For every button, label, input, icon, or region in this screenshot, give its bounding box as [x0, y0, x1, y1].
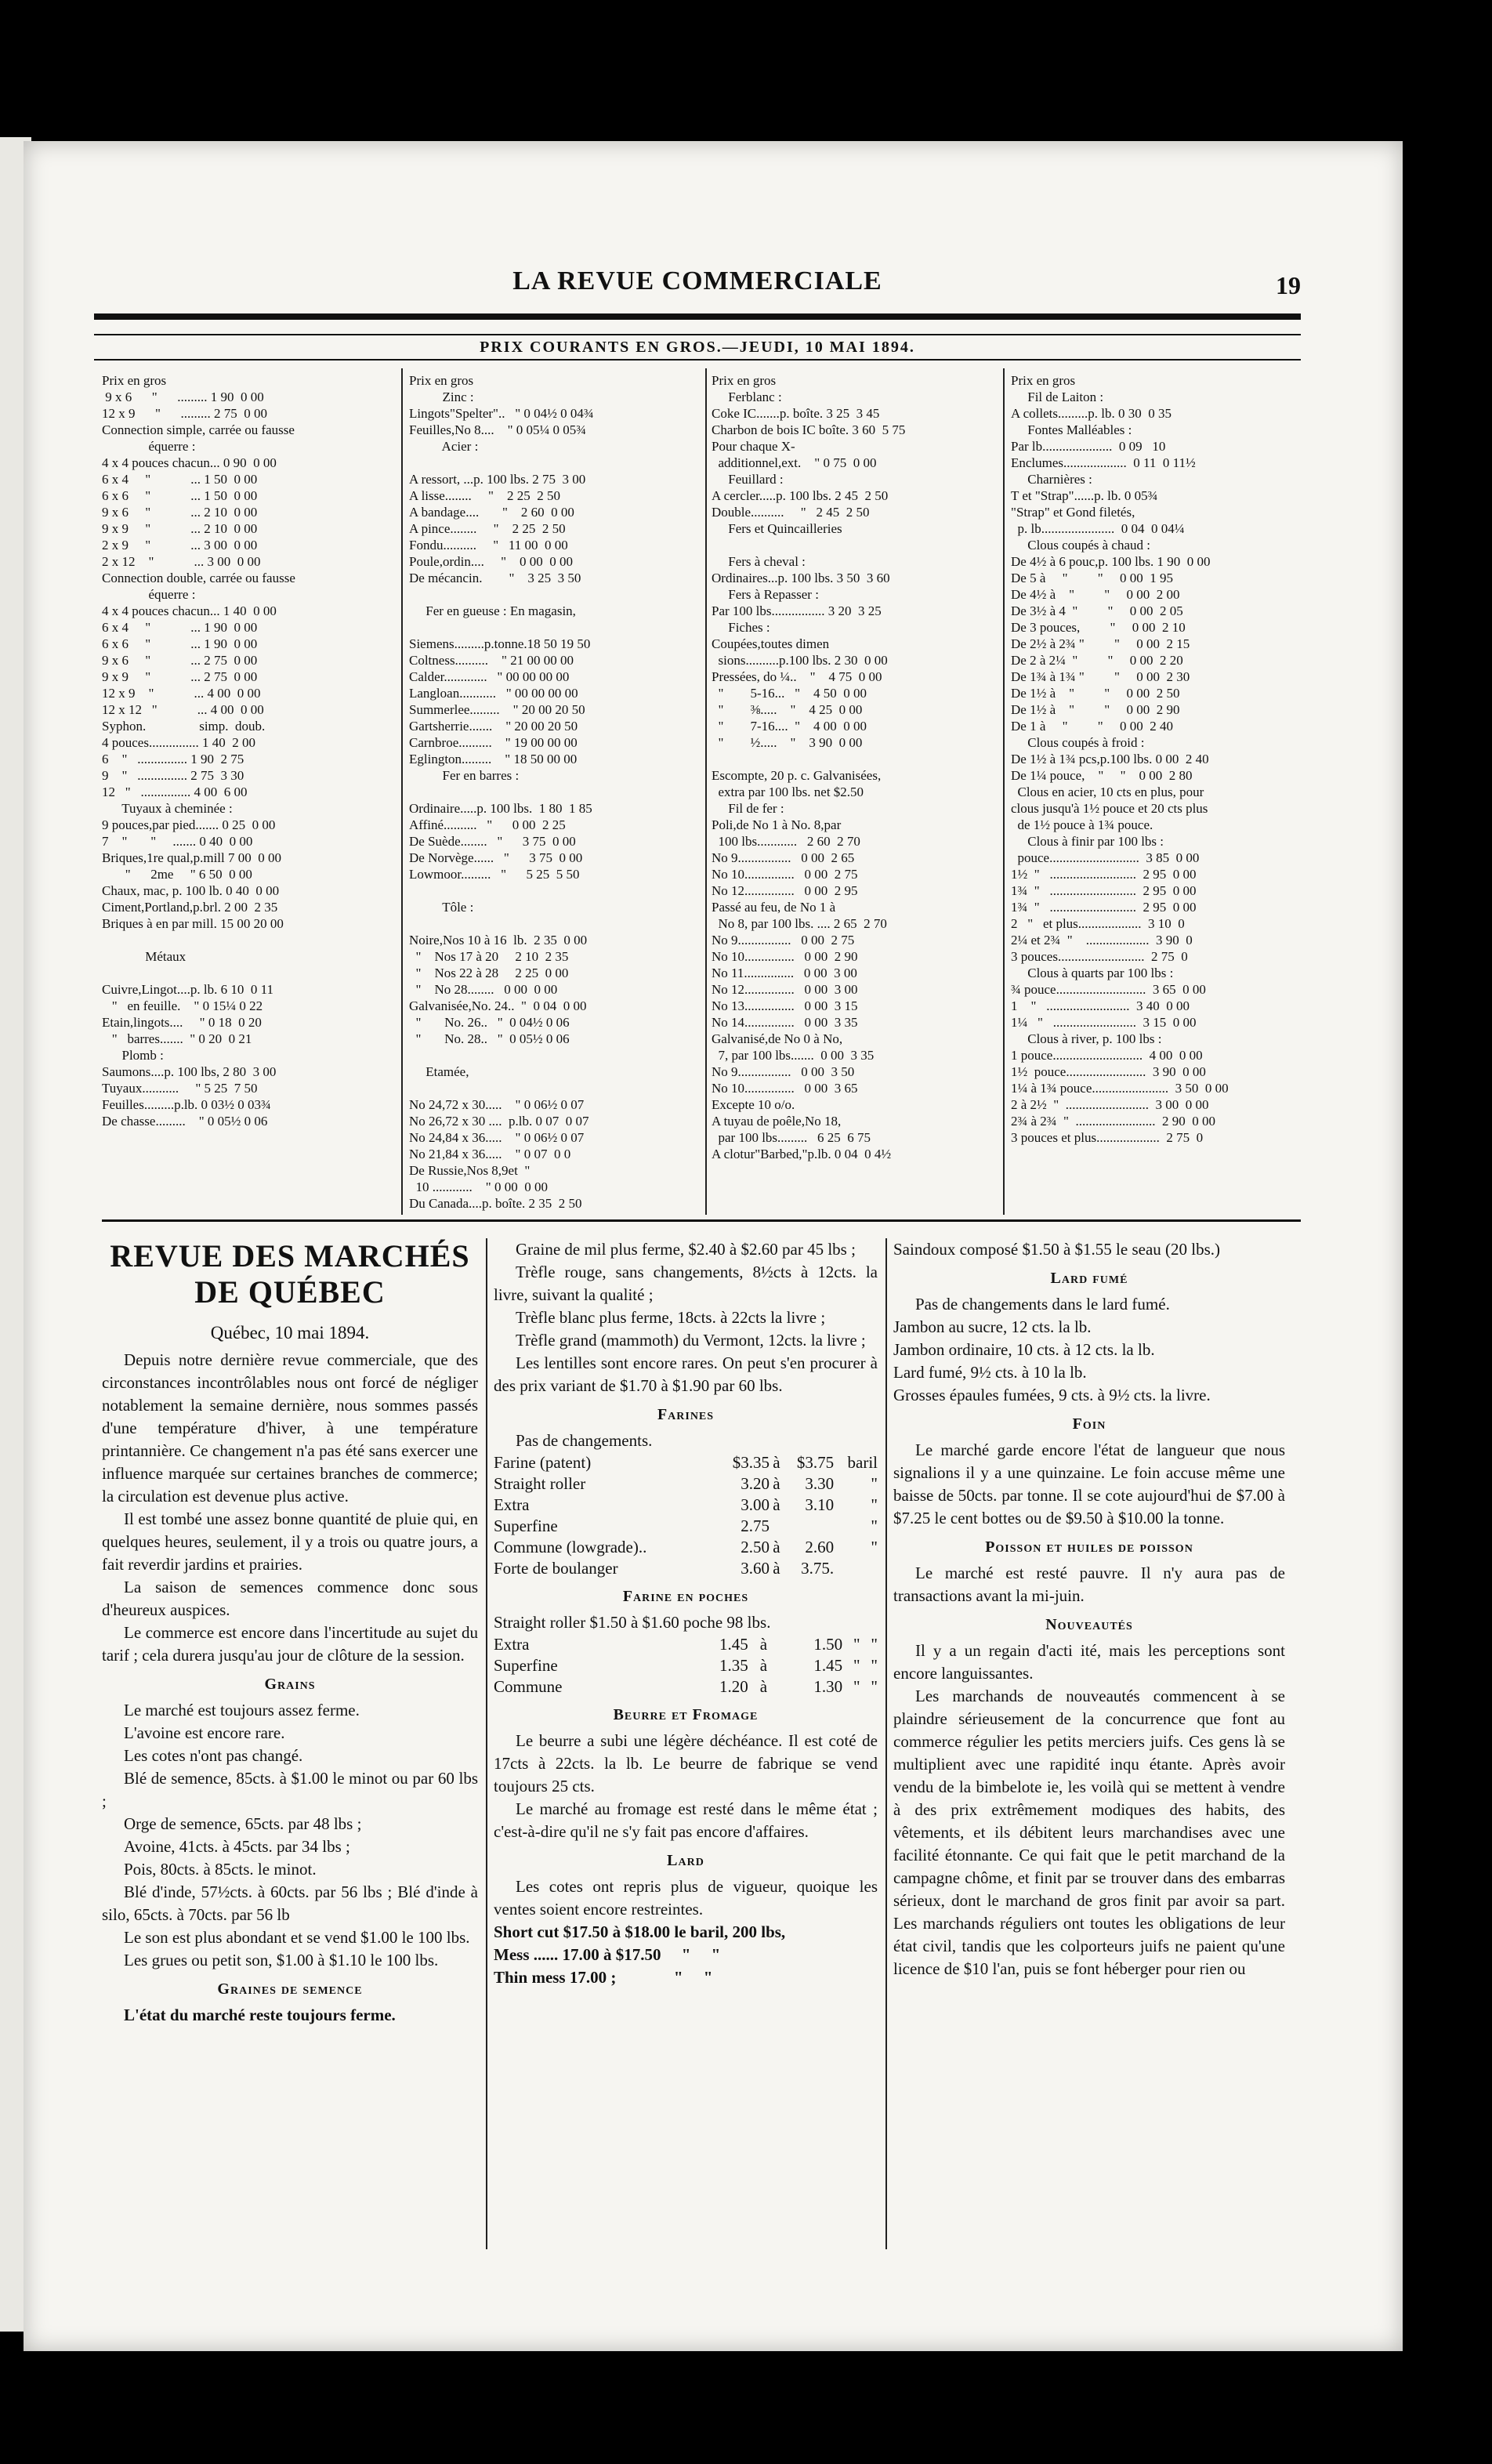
- paragraph: Les lentilles sont encore rares. On peut s'en procurer à des prix variant de $1.70 à $1.90 par 60 lbs.: [494, 1353, 878, 1395]
- header-rule: [94, 313, 1301, 320]
- column-divider: [401, 368, 403, 1215]
- table-cell: Extra: [494, 1495, 530, 1514]
- table-row: Superfine 1.35 à 1.45 " ": [494, 1656, 878, 1675]
- table-cell: 2.50: [741, 1538, 770, 1556]
- paragraph: Jambon au sucre, 12 cts. la lb.: [893, 1317, 1092, 1336]
- column-divider: [486, 1238, 487, 2249]
- table-cell: Superfine: [494, 1656, 558, 1675]
- table-row: Farine (patent) $3.35 à $3.75 baril: [494, 1453, 878, 1472]
- paragraph: Le beurre a subi une légère déchéance. Il est coté de 17cts à 22cts. la lb. Le beurre de fabrique se vend toujours 25 cts.: [494, 1731, 878, 1795]
- section-heading-lard-fume: Lard fumé: [1050, 1270, 1128, 1287]
- paragraph: Les marchands de nouveautés commencent à se plaindre sérieusement de la concurrence que font au commerce régulier les petits merciers juifs. Ces gens là se multiplient avec une rapidité inqu étante. Après avoir vendu de la bimbelote ie, les voilà qui se mettent à vendre à des prix extrêmement modiques des habits, des vêtements, et ils débitent leurs marchandises avec une facilité étonnante. Ce qui fait que le petit marchand de la campagne chôme, et finit par se trouver dans des embarras sérieux, dont le marchand de gros finit par avoir sa part. Les marchands réguliers ont toutes les obligations de leur état civil, tandis que les colporteurs juifs ne paient qu'une licence de $10 l'an, puis se font héberger pour rien ou: [893, 1687, 1285, 1978]
- paragraph: Blé de semence, 85cts. à $1.00 le minot ou par 60 lbs ;: [102, 1769, 478, 1810]
- table-cell: 1.35: [719, 1656, 748, 1675]
- table-cell: Forte de boulanger: [494, 1559, 618, 1578]
- paragraph: Blé d'inde, 57½cts. à 60cts. par 56 lbs ; Blé d'inde à silo, 65cts. à 70cts. par 56 lb: [102, 1882, 478, 1924]
- table-row: Straight roller 3.20 à 3.30 ": [494, 1474, 878, 1493]
- subtitle-bottom-rule: [94, 359, 1301, 361]
- paragraph: Trèfle blanc plus ferme, 18cts. à 22cts la livre ;: [516, 1308, 826, 1327]
- paragraph: Le son est plus abondant et se vend $1.00 le 100 lbs.: [124, 1928, 470, 1947]
- section-heading-foin: Foin: [1072, 1415, 1106, 1433]
- table-cell: 2.75: [741, 1516, 770, 1535]
- page-number: 19: [1276, 271, 1301, 299]
- table-cell: $3.35: [732, 1453, 770, 1472]
- paragraph: Trèfle rouge, sans changements, 8½cts à 12cts. la livre, suivant la qualité ;: [494, 1263, 878, 1304]
- paragraph: Les grues ou petit son, $1.00 à $1.10 le 100 lbs.: [124, 1951, 439, 1969]
- table-cell: 1.20: [719, 1677, 748, 1696]
- paragraph: Le marché au fromage est resté dans le même état ; c'est-à-dire qu'il ne s'y fait pas encore d'affaires.: [494, 1799, 878, 1841]
- table-cell: 3.30: [805, 1474, 835, 1493]
- market-review-column-2: [494, 1238, 878, 2249]
- paragraph: L'état du marché reste toujours ferme.: [124, 2006, 396, 2024]
- paragraph: Pas de changements dans le lard fumé.: [915, 1295, 1170, 1314]
- paragraph: Depuis notre dernière revue commerciale, que des circonstances incontrôlables nous ont forcé de négliger notablement la semaine dernière, nous sommes passés d'une température d'hiver, à une température printannière. Ce changement n'a pas été sans exercer une influence marquée sur certaines branches de commerce; la circulation est devenue plus active.: [102, 1350, 478, 1506]
- table-cell: ": [871, 1538, 878, 1556]
- paragraph: Straight roller $1.50 à $1.60 poche 98 lbs.: [494, 1613, 771, 1632]
- paragraph: Il y a un regain d'acti ité, mais les perceptions sont encore languissantes.: [893, 1641, 1285, 1683]
- table-cell: Commune (lowgrade)..: [494, 1538, 647, 1556]
- table-cell: baril: [847, 1453, 878, 1472]
- price-list-subtitle: PRIX COURANTS EN GROS.—JEUDI, 10 MAI 1894.: [480, 339, 915, 356]
- table-row: Commune (lowgrade).. 2.50 à 2.60 ": [494, 1538, 878, 1556]
- section-heading-grains: Grains: [264, 1676, 316, 1693]
- dateline: Québec, 10 mai 1894.: [210, 1323, 370, 1343]
- paragraph: Le marché garde encore l'état de langueur que nous signalions il y a une quinzaine. Le foin accuse même une baisse de 50cts. par tonne. Il se cote aujourd'hui de $7.00 à $7.25 le cent bottes ou de $9.50 à $10.00 la tonne.: [893, 1440, 1285, 1527]
- table-cell: ": [871, 1474, 878, 1493]
- paragraph: Les cotes ont repris plus de vigueur, quoique les ventes soient encore restreintes.: [494, 1877, 878, 1919]
- section-heading-lard: Lard: [667, 1852, 704, 1869]
- paragraph: Le commerce est encore dans l'incertitude au sujet du tarif ; cela durera jusqu'au jour de clôture de la session.: [102, 1623, 478, 1665]
- subtitle-top-rule: [94, 334, 1301, 335]
- table-cell: Farine (patent): [494, 1453, 592, 1472]
- table-cell: 1.50: [813, 1635, 843, 1654]
- table-cell: Commune: [494, 1677, 563, 1696]
- paragraph: Les cotes n'ont pas changé.: [124, 1746, 303, 1765]
- table-cell: 3.10: [805, 1495, 835, 1514]
- table-row: Extra 3.00 à 3.10 ": [494, 1495, 878, 1514]
- paragraph: Short cut $17.50 à $18.00 le baril, 200 lbs,: [494, 1922, 786, 1941]
- paragraph: Graine de mil plus ferme, $2.40 à $2.60 par 45 lbs ;: [516, 1240, 856, 1259]
- column-divider: [885, 1238, 887, 2249]
- price-column-2: Prix en gros Zinc : Lingots"Spelter".. " 0 04½ 0 04¾ Feuilles,No 8.... " 0 05¼ 0 05¾ Acier : A ressort, ...p. 100 lbs. 2 75 3 00 A lisse........ " 2 25 2 50 A bandage.... " 2 60 0 00 A pince........ " 2 25 2 50 Fondu.......... " 11 00 0 00 Poule,ordin.... " 0 00 0 00 De mécancin. " 3 25 3 50 Fer en gueuse : En magasin, Siemens.........p.tonne.18 50 19 50 Coltness.......... " 21 00 00 00 Calder............. " 00 00 00 00 Langloan........... " 00 00 00 00 Summerlee......... " 20 00 20 50 Gartsherrie....... " 20 00 20 50 Carnbroe.......... " 19 00 00 00 Eglington......... " 18 50 00 00 Fer en barres : Ordinaire.....p. 100 lbs. 1 80 1 85 Affiné.......... " 0 00 2 25 De Suède........ " 3 75 0 00 De Norvège...... " 3 75 0 00 Lowmoor......... " 5 25 5 50 Tôle : Noire,Nos 10 à 16 lb. 2 35 0 00 " Nos 17 à 20 2 10 2 35 " Nos 22 à 28 2 25 0 00 " No 28........ 0 00 0 00 Galvanisée,No. 24.. " 0 04 0 00 " No. 26.. " 0 04½ 0 06 " No. 28.. " 0 05½ 0 06 Etamée, No 24,72 x 30..... " 0 06½ 0 07 No 26,72 x 30 .... p.lb. 0 07 0 07 No 24,84 x 36..... " 0 06½ 0 07 No 21,84 x 36..... " 0 07 0 0 De Russie,Nos 8,9et " 10 ............ " 0 00 0 00 Du Canada....p. boîte. 2 35 2 50: [409, 373, 594, 1211]
- table-cell: ": [871, 1516, 878, 1535]
- flour-bag-table: [494, 1634, 878, 1698]
- table-row: Commune 1.20 à 1.30 " ": [494, 1677, 878, 1696]
- table-row: [494, 1516, 878, 1537]
- table-cell: [780, 1516, 835, 1537]
- paragraph: L'avoine est encore rare.: [124, 1723, 285, 1742]
- paragraph: Pois, 80cts. à 85cts. le minot.: [124, 1860, 317, 1879]
- table-cell: Superfine: [494, 1516, 558, 1535]
- paragraph: Orge de semence, 65cts. par 48 lbs ;: [124, 1814, 362, 1833]
- table-cell: 1.30: [813, 1677, 843, 1696]
- column-divider: [705, 368, 707, 1215]
- paragraph: La saison de semences commence donc sous d'heureux auspices.: [102, 1578, 478, 1619]
- price-column-4: Prix en gros Fil de Laiton : A collets.........p. lb. 0 30 0 35 Fontes Malléables : Par lb..................... 0 09 10 Enclumes................... 0 11 0 11½ Charnières : T et "Strap"......p. lb. 0 05¾ "Strap" et Gond filetés, p. lb...................... 0 04 0 04¼ Clous coupés à chaud : De 4½ à 6 pouc,p. 100 lbs. 1 90 0 00 De 5 à " " 0 00 1 95 De 4½ à " " 0 00 2 00 De 3½ à 4 " " 0 00 2 05 De 3 pouces, " 0 00 2 10 De 2½ à 2¾ " " 0 00 2 15 De 2 à 2¼ " " 0 00 2 20 De 1¾ à 1¾ " " 0 00 2 30 De 1½ à " " 0 00 2 50 De 1½ à " " 0 00 2 90 De 1 à " " 0 00 2 40 Clous coupés à froid : De 1½ à 1¾ pcs,p.100 lbs. 0 00 2 40 De 1¼ pouce, " " 0 00 2 80 Clous en acier, 10 cts en plus, pour clous jusqu'à 1½ pouce et 20 cts plus de 1½ pouce à 1¾ pouce. Clous à finir par 100 lbs : pouce........................... 3 85 0 00 1½ " .......................... 2 95 0 00 1¾ " .......................... 2 95 0 00 1¾ " .......................... 2 95 0 00 2 " et plus................... 3 10 0 2¼ et 2¾ " ................... 3 90 0 3 pouces.......................... 2 75 0 Clous à quarts par 100 lbs : ¾ pouce........................... 3 65 0 00 1 " ......................... 3 40 0 00 1¼ " ......................... 3 15 0 00 Clous à river, p. 100 lbs : 1 pouce........................... 4 00 0 00 1½ pouce........................ 3 90 0 00 1¼ à 1¾ pouce....................... 3 50 0 00 2 à 2½ " ......................... 3 00 0 00 2¾ à 2¾ " ........................ 2 90 0 00 3 pouces et plus................... 2 75 0: [1011, 373, 1229, 1145]
- market-review-title: REVUE DES MARCHÉS DE QUÉBEC: [110, 1238, 470, 1310]
- section-heading-farines: Farines: [657, 1406, 715, 1423]
- paragraph: Jambon ordinaire, 10 cts. à 12 cts. la lb.: [893, 1340, 1155, 1359]
- table-cell: $3.75: [796, 1453, 835, 1472]
- table-cell: 3.60: [741, 1559, 770, 1578]
- table-cell: 1.45: [719, 1635, 748, 1654]
- page-header: [94, 259, 1301, 313]
- paragraph: Mess ...... 17.00 à $17.50 " ": [494, 1945, 721, 1964]
- paragraph: Thin mess 17.00 ; " ": [494, 1968, 713, 1987]
- section-heading-graines: Graines de semence: [217, 1980, 363, 1998]
- paragraph: Lard fumé, 9½ cts. à 10 la lb.: [893, 1363, 1087, 1382]
- paragraph: Il est tombé une assez bonne quantité de pluie qui, en quelques heures, seulement, il y a trois ou quatre jours, a fait reverdir jardins et prairies.: [102, 1509, 478, 1574]
- section-heading-farine-poches: Farine en poches: [622, 1588, 749, 1605]
- table-cell: 3.20: [741, 1474, 770, 1493]
- market-review-column-3: [893, 1238, 1285, 2249]
- paragraph: Pas de changements.: [516, 1431, 653, 1450]
- table-cell: 2.60: [805, 1538, 835, 1556]
- paragraph: Grosses épaules fumées, 9 cts. à 9½ cts. la livre.: [893, 1386, 1211, 1404]
- page-title: LA REVUE COMMERCIALE: [512, 266, 882, 295]
- flour-price-table: [494, 1452, 878, 1579]
- paragraph: Trèfle grand (mammoth) du Vermont, 12cts. la livre ;: [516, 1331, 866, 1350]
- table-cell: ": [871, 1495, 878, 1514]
- table-cell: 3.75.: [801, 1559, 835, 1578]
- section-heading-nouveautes: Nouveautés: [1045, 1616, 1133, 1633]
- paragraph: Le marché est resté pauvre. Il n'y aura pas de transactions avant la mi-juin.: [893, 1564, 1285, 1605]
- table-cell: [834, 1558, 878, 1579]
- section-heading-poisson: Poisson et huiles de poisson: [985, 1538, 1193, 1556]
- paragraph: Saindoux composé $1.50 à $1.55 le seau (20 lbs.): [893, 1240, 1221, 1259]
- paragraph: Avoine, 41cts. à 45cts. par 34 lbs ;: [124, 1837, 350, 1856]
- table-row: Forte de boulanger 3.60 à 3.75.: [494, 1558, 878, 1579]
- table-cell: Extra: [494, 1635, 530, 1654]
- price-table-bottom-rule: [102, 1219, 1301, 1222]
- price-column-3: Prix en gros Ferblanc : Coke IC.......p. boîte. 3 25 3 45 Charbon de bois IC boîte. 3 60 5 75 Pour chaque X- additionnel,ext. " 0 75 0 00 Feuillard : A cercler.....p. 100 lbs. 2 45 2 50 Double.......... " 2 45 2 50 Fers et Quincailleries Fers à cheval : Ordinaires...p. 100 lbs. 3 50 3 60 Fers à Repasser : Par 100 lbs................ 3 20 3 25 Fiches : Coupées,toutes dimen sions..........p.100 lbs. 2 30 0 00 Pressées, do ¼.. " 4 75 0 00 " 5-16... " 4 50 0 00 " ⅜..... " 4 25 0 00 " 7-16.... " 4 00 0 00 " ½..... " 3 90 0 00 Escompte, 20 p. c. Galvanisées, extra par 100 lbs. net $2.50 Fil de fer : Poli,de No 1 à No. 8,par 100 lbs............ 2 60 2 70 No 9................ 0 00 2 65 No 10............... 0 00 2 75 No 12............... 0 00 2 95 Passé au feu, de No 1 à No 8, par 100 lbs. .... 2 65 2 70 No 9................ 0 00 2 75 No 10............... 0 00 2 90 No 11............... 0 00 3 00 No 12............... 0 00 3 00 No 13............... 0 00 3 15 No 14............... 0 00 3 35 Galvanisé,de No 0 à No, 7, par 100 lbs....... 0 00 3 35 No 9................ 0 00 3 50 No 10............... 0 00 3 65 Excepte 10 o/o. A tuyau de poêle,No 18, par 100 lbs......... 6 25 6 75 A clotur"Barbed,"p.lb. 0 04 0 4½: [712, 373, 906, 1161]
- price-column-1: Prix en gros 9 x 6 " ......... 1 90 0 00 12 x 9 " ......... 2 75 0 00 Connection simple, carrée ou fausse équerre : 4 x 4 pouces chacun... 0 90 0 00 6 x 4 " ... 1 50 0 00 6 x 6 " ... 1 50 0 00 9 x 6 " ... 2 10 0 00 9 x 9 " ... 2 10 0 00 2 x 9 " ... 3 00 0 00 2 x 12 " ... 3 00 0 00 Connection double, carrée ou fausse équerre : 4 x 4 pouces chacun... 1 40 0 00 6 x 4 " ... 1 90 0 00 6 x 6 " ... 1 90 0 00 9 x 6 " ... 2 75 0 00 9 x 9 " ... 2 75 0 00 12 x 9 " ... 4 00 0 00 12 x 12 " ... 4 00 0 00 Syphon. simp. doub. 4 pouces............... 1 40 2 00 6 " ............... 1 90 2 75 9 " ............... 2 75 3 30 12 " ............... 4 00 6 00 Tuyaux à cheminée : 9 pouces,par pied....... 0 25 0 00 7 " " ....... 0 40 0 00 Briques,1re qual,p.mill 7 00 0 00 " 2me " 6 50 0 00 Chaux, mac, p. 100 lb. 0 40 0 00 Ciment,Portland,p.brl. 2 00 2 35 Briques à en par mill. 15 00 20 00 Métaux Cuivre,Lingot....p. lb. 6 10 0 11 " en feuille. " 0 15¼ 0 22 Etain,lingots.... " 0 18 0 20 " barres....... " 0 20 0 21 Plomb : Saumons....p. 100 lbs, 2 80 3 00 Tuyaux........... " 5 25 7 50 Feuilles.........p.lb. 0 03½ 0 03¾ De chasse......... " 0 05½ 0 06: [102, 373, 295, 1129]
- market-review-column-1: [102, 1238, 478, 2249]
- table-row: Extra 1.45 à 1.50 " ": [494, 1635, 878, 1654]
- table-cell: Straight roller: [494, 1474, 586, 1493]
- paragraph: Le marché est toujours assez ferme.: [124, 1701, 360, 1719]
- table-cell: 3.00: [741, 1495, 770, 1514]
- column-divider: [1003, 368, 1005, 1215]
- section-heading-beurre: Beurre et Fromage: [613, 1706, 759, 1723]
- table-cell: 1.45: [813, 1656, 843, 1675]
